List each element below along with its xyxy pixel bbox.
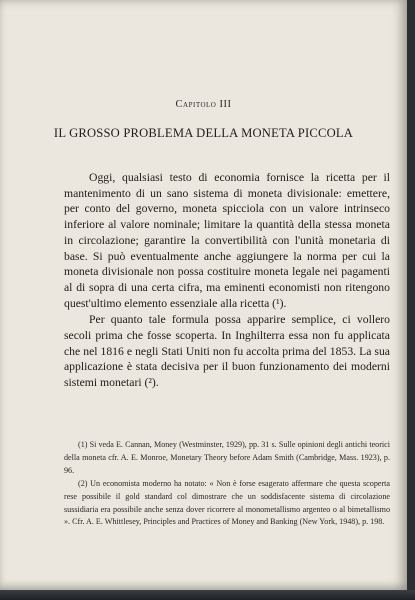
footnote-2: (2) Un economista moderno ha notato: « Non è forse esagerato affermare che questa scoperta rese possibile il gold standard col dimostrare che un soddisfacente sistema di circolazione sussidiaria era possibile anche senza dover ricorrere al monometallismo argenteo o al bimetallismo ». Cfr. A. E. Whittlesey, Principles and Practices of Money and Banking (New York, 1948), p. 198. (64, 478, 390, 527)
footnotes (64, 439, 390, 529)
paragraph-1: Oggi, qualsiasi testo di economia fornisce la ricetta per il mantenimento di un sano sistema di moneta divisionale: emettere, per conto del governo, moneta spicciola con un valore intrinseco inferiore al valore nominale; limitare la quantità della stessa moneta in circolazione; garantire la convertibilità con l'unità monetaria di base. Si può eventualmente anche aggiungere la norma per cui la moneta divisionale non possa costituire moneta legale nei pagamenti al di sopra di una certa cifra, ma eminenti economisti non ritengono quest'ultimo elemento essenziale alla ricetta (¹). (64, 171, 390, 310)
page-bottom-edge (0, 590, 415, 600)
footnote-1: (1) Si veda E. Cannan, Money (Westminster, 1929), pp. 31 s. Sulle opinioni degli antichi teorici della moneta cfr. A. E. Monroe, Monetary Theory before Adam Smith (Cambridge, Mass. 1923), p. 96. (64, 440, 390, 475)
body-text (64, 170, 390, 391)
chapter-label: Capitolo III (175, 99, 232, 110)
paragraph-2: Per quanto tale formula possa apparire semplice, ci vollero secoli prima che fosse scoperta. In Inghilterra essa non fu applicata che nel 1816 e negli Stati Uniti non fu accolta prima del 1853. La sua applicazione è stata decisiva per il buon funzionamento dei moderni sistemi monetari (²). (64, 313, 390, 390)
chapter-title: IL GROSSO PROBLEMA DELLA MONETA PICCOLA (53, 126, 354, 140)
